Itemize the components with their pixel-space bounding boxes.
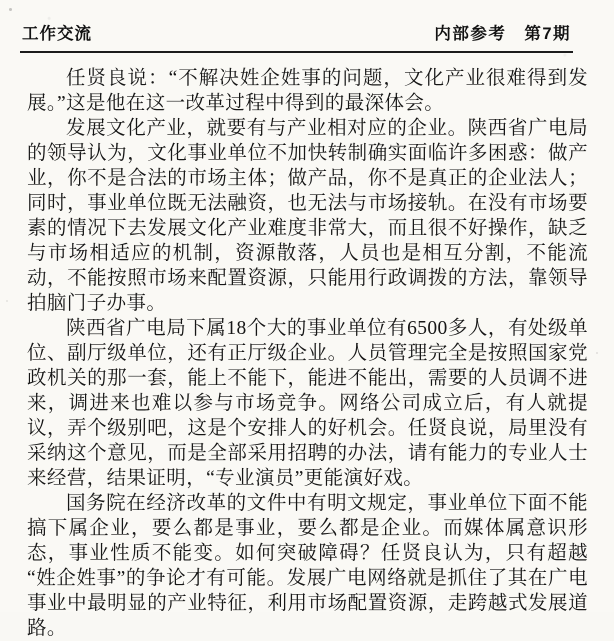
page-header xyxy=(20,20,573,53)
paragraph: 任贤良说：“不解决姓企姓事的问题，文化产业很难得到发展。”这是他在这一改革过程中得到的最深体会。 xyxy=(27,68,588,114)
paragraph: 陕西省广电局下属18个大的事业单位有6500多人，有处级单位、副厅级单位，还有正厅级企业。人员管理完全是按照国家党政机关的那一套，能上不能下，能进不能出，需要的人员调不进来，调进来也难以参与市场竞争。网络公司成立后，有人就提议，弄个级别吧，这是个安排人的好机会。任贤良说，局里没有采纳这个意见，而是全部采用招聘的办法，请有能力的专业人士来经营，结果证明，“专业演员”更能演好戏。 xyxy=(27,318,588,489)
issue-info: 内部参考 第7期 xyxy=(434,25,571,43)
scan-speck xyxy=(596,352,598,354)
scan-speck xyxy=(530,588,532,590)
paragraph: 发展文化产业，就要有与产业相对应的企业。陕西省广电局的领导认为，文化事业单位不加快转制确实面临许多困惑：做产业，你不是合法的市场主体；做产品，你不是真正的企业法人；同时，事业单位既无法融资，也无法与市场接轨。在没有市场要素的情况下去发展文化产业难度非常大，而且很不好操作，缺乏与市场相适应的机制，资源散落，人员也是相互分割，不能流动，不能按照市场来配置资源，只能用行政调拨的方法，靠领导拍脑门子办事。 xyxy=(27,118,588,314)
scan-speck xyxy=(560,120,562,122)
scan-speck xyxy=(6,300,8,302)
scan-speck xyxy=(9,8,12,11)
paragraph: 国务院在经济改革的文件中有明文规定，事业单位下面不能搞下属企业，要么都是事业，要么都是企业。而媒体属意识形态，事业性质不能变。如何突破障碍？任贤良认为，只有超越“姓企姓事”的争论才有可能。发展广电网络就是抓住了其在广电事业中最明显的产业特征，利用市场配置资源，走跨越式发展道路。 xyxy=(27,493,588,639)
document-body xyxy=(27,66,588,641)
section-title: 工作交流 xyxy=(22,25,92,43)
